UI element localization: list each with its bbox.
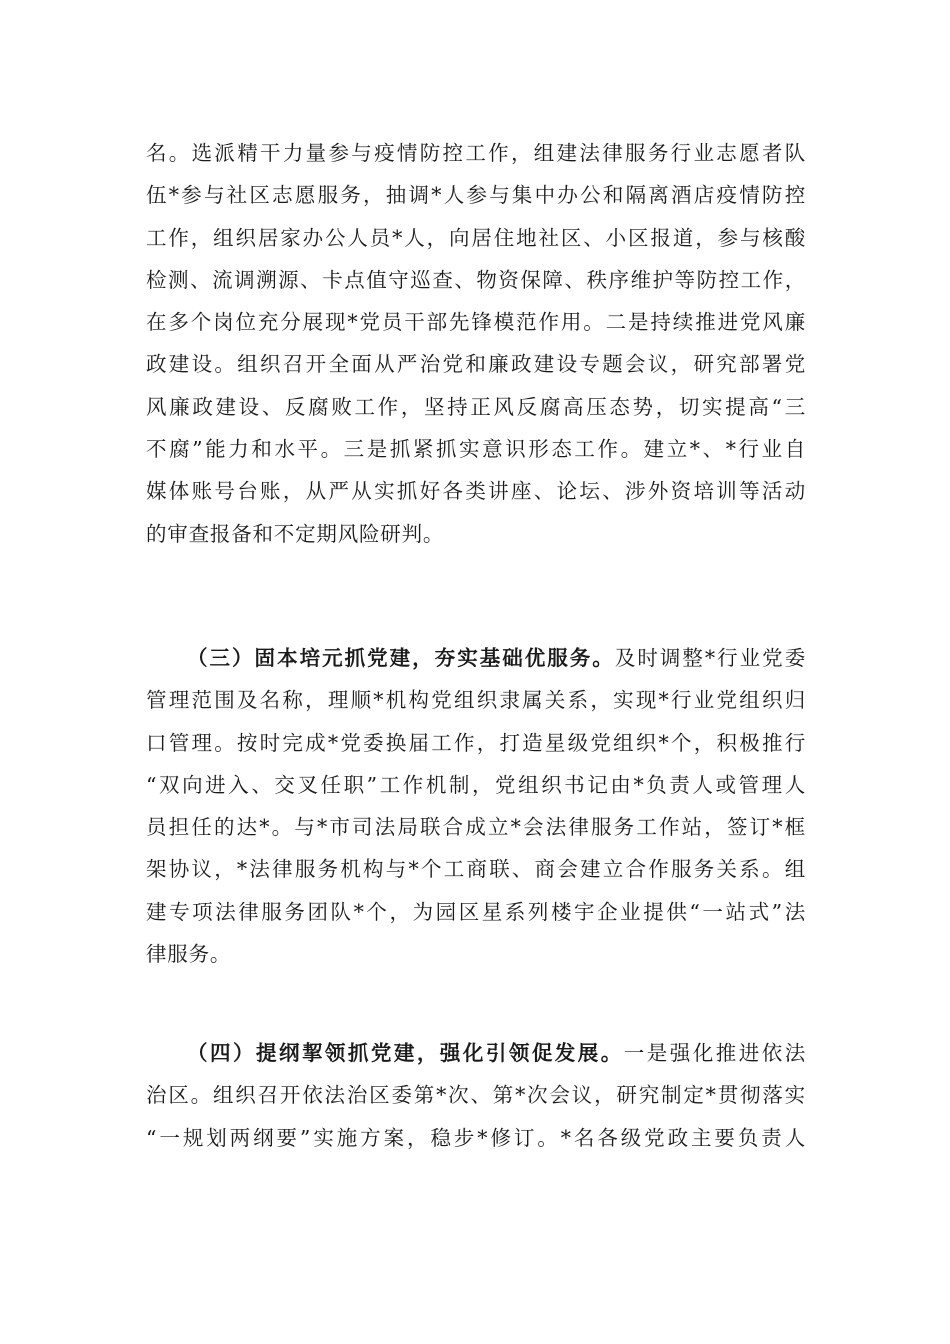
text-line: “双向进入、交叉任职”工作机制，党组织书记由*负责人或管理人	[146, 772, 806, 797]
text-line: 检测、流调溯源、卡点值守巡查、物资保障、秩序维护等防控工作，	[146, 267, 806, 292]
heading-followup-text: 及时调整*行业党委	[614, 646, 806, 670]
paragraph-section-4	[146, 1032, 806, 1159]
section-heading: （四）提纲挈领抓党建，强化引领促发展。	[187, 1041, 624, 1065]
text-line: 媒体账号台账，从严从实抓好各类讲座、论坛、涉外资培训等活动	[146, 479, 806, 504]
text-line: 不腐”能力和水平。三是抓紧抓实意识形态工作。建立*、*行业自	[146, 437, 806, 462]
text-line: “一规划两纲要”实施方案，稳步*修订。*名各级党政主要负责人	[146, 1125, 806, 1150]
text-line: 风廉政建设、反腐败工作，坚持正风反腐高压态势，切实提高“三	[146, 394, 806, 419]
text-line: 员担任的达*。与*市司法局联合成立*会法律服务工作站，签订*框	[146, 815, 806, 840]
text-line: 名。选派精干力量参与疫情防控工作，组建法律服务行业志愿者队	[146, 141, 806, 165]
text-line: 的审查报备和不定期风险研判。	[146, 521, 445, 546]
text-line: 伍*参与社区志愿服务，抽调*人参与集中办公和隔离酒店疫情防控	[146, 183, 806, 208]
text-line: 工作，组织居家办公人员*人，向居住地社区、小区报道，参与核酸	[146, 225, 806, 250]
paragraph-section-3	[146, 637, 806, 975]
text-line: 架协议，*法律服务机构与*个工商联、商会建立合作服务关系。组	[146, 857, 806, 882]
heading-followup-text: 一是强化推进依法	[623, 1041, 806, 1065]
text-line: 建专项法律服务团队*个，为园区星系列楼宇企业提供“一站式”法	[146, 899, 806, 924]
text-line: 管理范围及名称，理顺*机构党组织隶属关系，实现*行业党组织归	[146, 688, 806, 713]
text-line: 律服务。	[146, 942, 232, 967]
paragraph-first-line	[146, 637, 806, 679]
paragraph-first-line	[146, 1032, 806, 1074]
text-line: 治区。组织召开依法治区委第*次、第*次会议，研究制定*贯彻落实	[146, 1083, 806, 1108]
text-line: 政建设。组织召开全面从严治党和廉政建设专题会议，研究部署党	[146, 352, 806, 377]
paragraph-continuation	[146, 132, 806, 555]
text-line: 口管理。按时完成*党委换届工作，打造星级党组织*个，积极推行	[146, 730, 806, 755]
text-line: 在多个岗位充分展现*党员干部先锋模范作用。二是持续推进党风廉	[146, 310, 806, 335]
section-heading: （三）固本培元抓党建，夯实基础优服务。	[187, 646, 615, 670]
